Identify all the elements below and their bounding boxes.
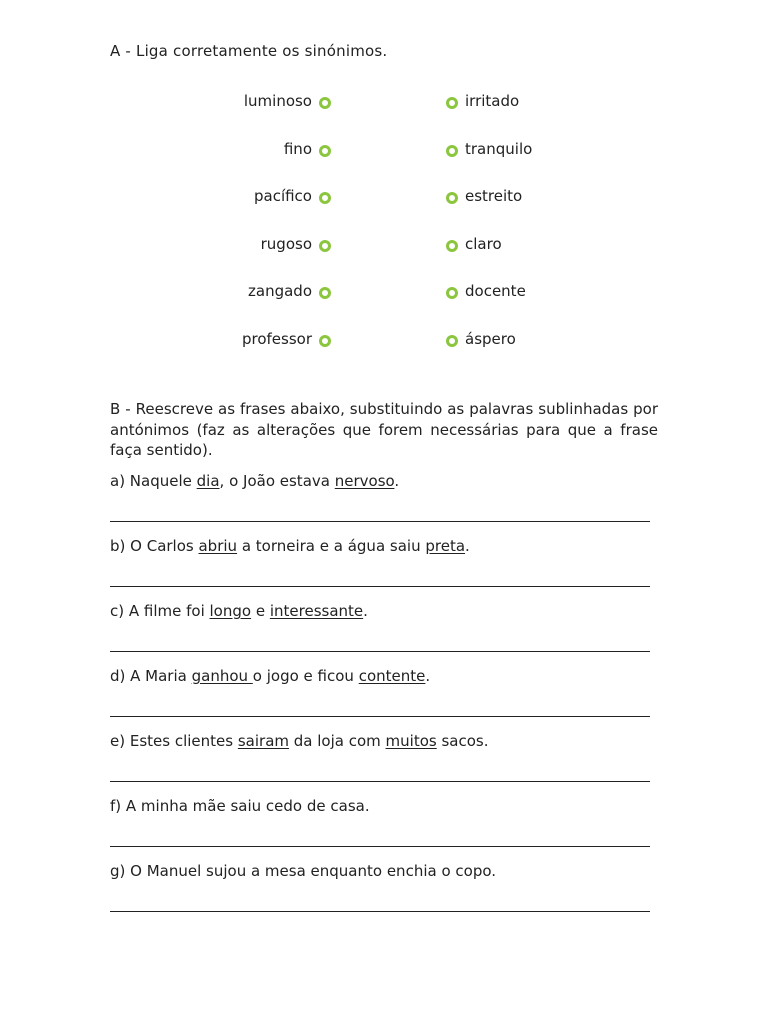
underlined-word: nervoso [334, 472, 395, 490]
connector-dot-right[interactable] [446, 192, 458, 204]
right-word: áspero [465, 329, 516, 348]
left-word: professor [241, 329, 312, 348]
exercise-sentence [110, 862, 496, 880]
connector-dot-left[interactable] [319, 145, 331, 157]
sentence-text: o jogo e ficou [252, 667, 359, 685]
match-row [110, 282, 658, 330]
answer-line[interactable] [110, 716, 650, 717]
match-row [110, 330, 658, 378]
exercise-sentence [110, 732, 489, 750]
answer-line[interactable] [110, 521, 650, 522]
underlined-word: dia [196, 472, 220, 490]
sentence-text: d) A Maria [110, 667, 192, 685]
connector-dot-left[interactable] [319, 335, 331, 347]
sentence-text: . [425, 667, 431, 685]
match-row [110, 235, 658, 283]
sentence-text: . [363, 602, 368, 620]
worksheet-page [110, 0, 658, 1024]
underlined-word: interessante [269, 602, 364, 620]
underlined-word: abriu [198, 537, 238, 555]
exercise-sentence [110, 472, 399, 490]
right-word: irritado [465, 92, 520, 110]
connector-dot-left[interactable] [319, 192, 331, 204]
connector-dot-right[interactable] [446, 335, 458, 347]
right-word: estreito [465, 187, 523, 206]
connector-dot-right[interactable] [446, 97, 458, 109]
exercise-item [110, 862, 658, 927]
sentence-text: , o João estava [219, 472, 335, 490]
connector-dot-left[interactable] [319, 240, 331, 252]
sentence-text: . [465, 537, 470, 555]
left-word: fino [283, 139, 312, 158]
underlined-word: longo [209, 602, 252, 620]
match-row [110, 92, 658, 140]
connector-dot-left[interactable] [319, 287, 331, 299]
answer-line[interactable] [110, 586, 650, 587]
sentence-text: . [394, 472, 400, 490]
answer-line[interactable] [110, 651, 650, 652]
exercise-item [110, 472, 658, 537]
sentence-text: f) A minha mãe saiu cedo de casa. [110, 797, 370, 815]
sentence-text: a torneira e a água saiu [237, 537, 426, 555]
connector-dot-right[interactable] [446, 145, 458, 157]
exercise-sentence [110, 537, 470, 555]
synonym-matching-grid [110, 92, 658, 378]
match-row [110, 187, 658, 235]
exercise-sentence [110, 602, 368, 620]
exercise-item [110, 732, 658, 797]
underlined-word: contente [358, 667, 426, 685]
right-word: docente [465, 282, 526, 301]
right-word: tranquilo [465, 139, 533, 158]
sentence-text: c) A filme foi [110, 602, 210, 620]
connector-dot-left[interactable] [319, 97, 331, 109]
left-word: rugoso [260, 234, 312, 253]
underlined-word: ganhou [191, 667, 253, 685]
sentence-text: a) Naquele [110, 472, 197, 490]
underlined-word: muitos [385, 732, 437, 750]
sentence-text: sacos. [436, 732, 489, 750]
left-word: pacífico [253, 187, 312, 206]
rewrite-exercises [110, 472, 658, 927]
section-b-instructions: B - Reescreve as frases abaixo, substituindo as palavras sublinhadas por antónimos (faz as alterações que forem necessárias para que a frase faça sentido). [110, 400, 658, 459]
left-word: luminoso [243, 92, 312, 110]
sentence-text: da loja com [289, 732, 386, 750]
exercise-sentence [110, 667, 430, 685]
section-a-title: A - Liga corretamente os sinónimos. [110, 42, 388, 60]
sentence-text: e) Estes clientes [110, 732, 238, 750]
match-row [110, 140, 658, 188]
connector-dot-right[interactable] [446, 287, 458, 299]
sentence-text: b) O Carlos [110, 537, 199, 555]
underlined-word: sairam [237, 732, 290, 750]
underlined-word: preta [425, 537, 466, 555]
answer-line[interactable] [110, 781, 650, 782]
exercise-sentence [110, 797, 370, 815]
right-word: claro [465, 234, 502, 253]
exercise-item [110, 667, 658, 732]
connector-dot-right[interactable] [446, 240, 458, 252]
sentence-text: e [251, 602, 270, 620]
answer-line[interactable] [110, 911, 650, 912]
exercise-item [110, 797, 658, 862]
answer-line[interactable] [110, 846, 650, 847]
exercise-item [110, 537, 658, 602]
left-word: zangado [248, 282, 312, 301]
exercise-item [110, 602, 658, 667]
sentence-text: g) O Manuel sujou a mesa enquanto enchia o copo. [110, 862, 497, 880]
